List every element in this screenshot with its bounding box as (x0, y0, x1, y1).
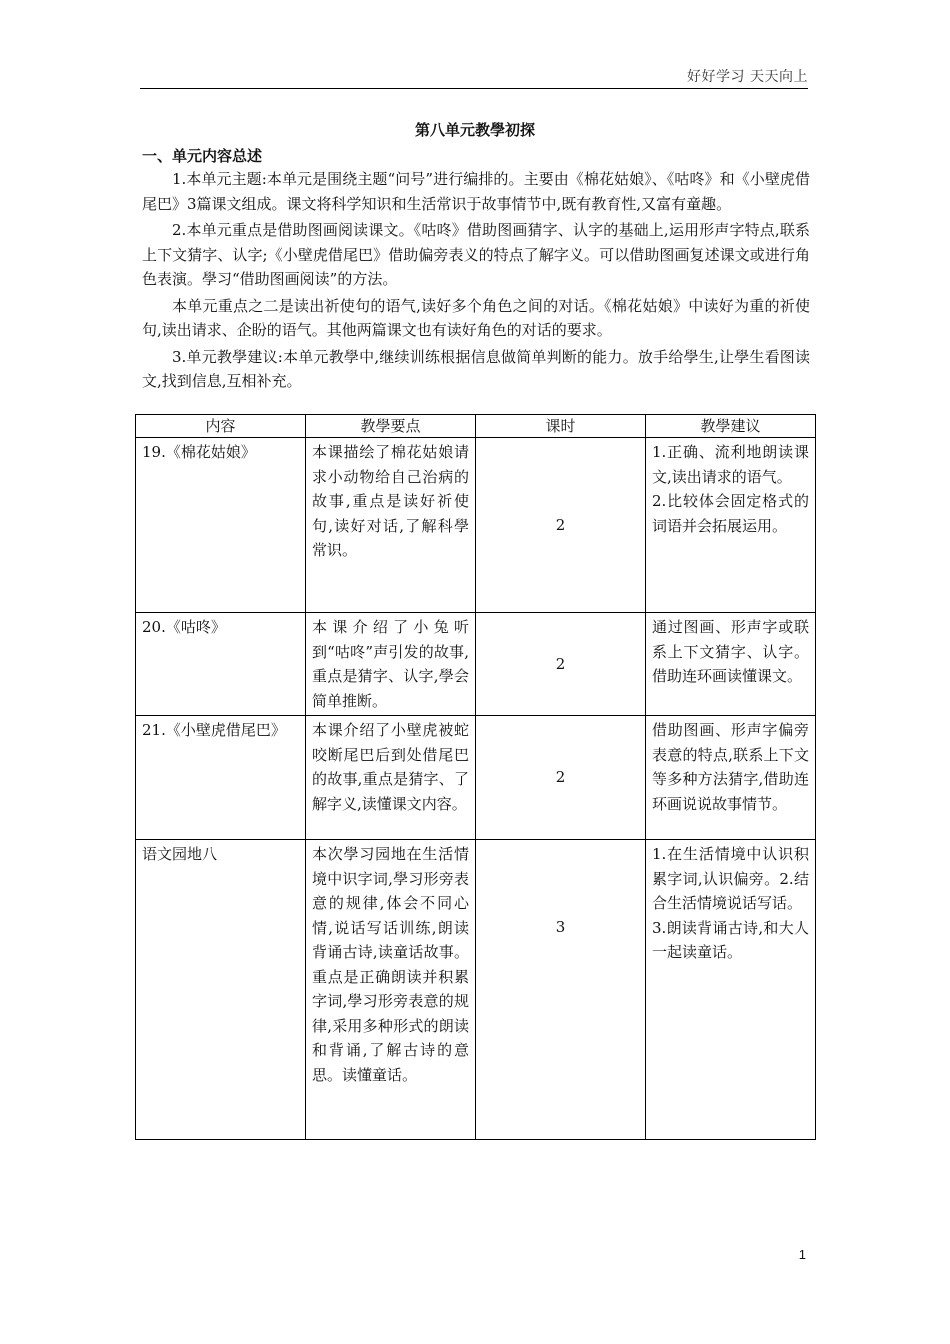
table-row (136, 438, 816, 613)
cell-points: 本课介绍了小壁虎被蛇咬断尾巴后到处借尾巴的故事,重点是猜字、了解字义,读懂课文内容。 (306, 716, 476, 840)
cell-content: 20.《咕咚》 (136, 613, 306, 716)
paragraph: 2.本单元重点是借助图画阅读课文。《咕咚》借助图画猜字、认字的基础上,运用形声字特点,联系上下文猜字、认字;《小壁虎借尾巴》借助偏旁表义的特点了解字义。可以借助图画复述课文或进行角色表演。學习“借助图画阅读”的方法。 (142, 221, 810, 288)
cell-content: 语文园地八 (136, 840, 306, 1140)
cell-hours: 2 (476, 613, 646, 716)
document-title: 第八单元教學初探 (414, 121, 535, 139)
suggestion-line: 2.比较体会固定格式的词语并会拓展运用。 (652, 492, 809, 535)
paragraph: 1.本单元主题:本单元是围绕主题“问号”进行编排的。主要由《棉花姑娘》、《咕咚》和《小壁虎借尾巴》3篇课文组成。课文将科学知识和生活常识于故事情节中,既有教育性,又富有童趣。 (142, 170, 810, 213)
paragraph: 本单元重点之二是读出祈使句的语气,读好多个角色之间的对话。《棉花姑娘》中读好为重的祈使句,读出请求、企盼的语气。其他两篇课文也有读好角色的对话的要求。 (142, 296, 810, 339)
suggestion-line: 借助图画、形声字偏旁表意的特点,联系上下文等多种方法猜字,借助连环画说说故事情节。 (652, 721, 809, 813)
suggestion-line: 3.朗读背诵古诗,和大人一起读童话。 (652, 918, 809, 961)
cell-suggestions (646, 438, 816, 613)
section-heading: 一、单元内容总述 (142, 147, 263, 165)
suggestion-line: 1.在生活情境中认识积累字词,认识偏旁。2.结合生活情境说话写话。 (652, 845, 809, 912)
header-divider (140, 88, 808, 89)
cell-suggestions (646, 840, 816, 1140)
body-text (142, 167, 810, 394)
column-header-content: 内容 (136, 415, 306, 438)
table-row (136, 840, 816, 1140)
cell-points: 本课描绘了棉花姑娘请求小动物给自己治病的故事,重点是读好祈使句,读好对话,了解科學常识。 (306, 438, 476, 613)
column-header-points: 教學要点 (306, 415, 476, 438)
paragraph: 3.单元教學建议:本单元教學中,继续训练根据信息做简单判断的能力。放手给學生,让學生看图读文,找到信息,互相补充。 (142, 347, 810, 390)
cell-points: 本次學习园地在生活情境中识字词,學习形旁表意的规律,体会不同心情,说话写话训练,朗读背诵古诗,读童话故事。重点是正确朗读并积累字词,學习形旁表意的规律,采用多种形式的朗读和背诵,了解古诗的意思。读懂童话。 (306, 840, 476, 1140)
cell-suggestions (646, 613, 816, 716)
cell-hours: 2 (476, 716, 646, 840)
column-header-hours: 课时 (476, 415, 646, 438)
column-header-suggestions: 教學建议 (646, 415, 816, 438)
cell-hours: 2 (476, 438, 646, 613)
cell-hours: 3 (476, 840, 646, 1140)
page-number: 1 (798, 1247, 806, 1262)
suggestion-line: 1.正确、流利地朗读课文,读出请求的语气。 (652, 443, 809, 486)
table-row (136, 613, 816, 716)
teaching-plan-table (135, 414, 816, 1140)
cell-content: 21.《小壁虎借尾巴》 (136, 716, 306, 840)
table-row (136, 716, 816, 840)
cell-points: 本课介绍了小兔听到“咕咚”声引发的故事,重点是猜字、认字,學会简单推断。 (306, 613, 476, 716)
cell-suggestions (646, 716, 816, 840)
cell-content: 19.《棉花姑娘》 (136, 438, 306, 613)
suggestion-line: 通过图画、形声字或联系上下文猜字、认字。借助连环画读懂课文。 (652, 618, 809, 685)
page-header-text: 好好学习 天天向上 (687, 69, 808, 85)
table-header-row (136, 415, 816, 438)
